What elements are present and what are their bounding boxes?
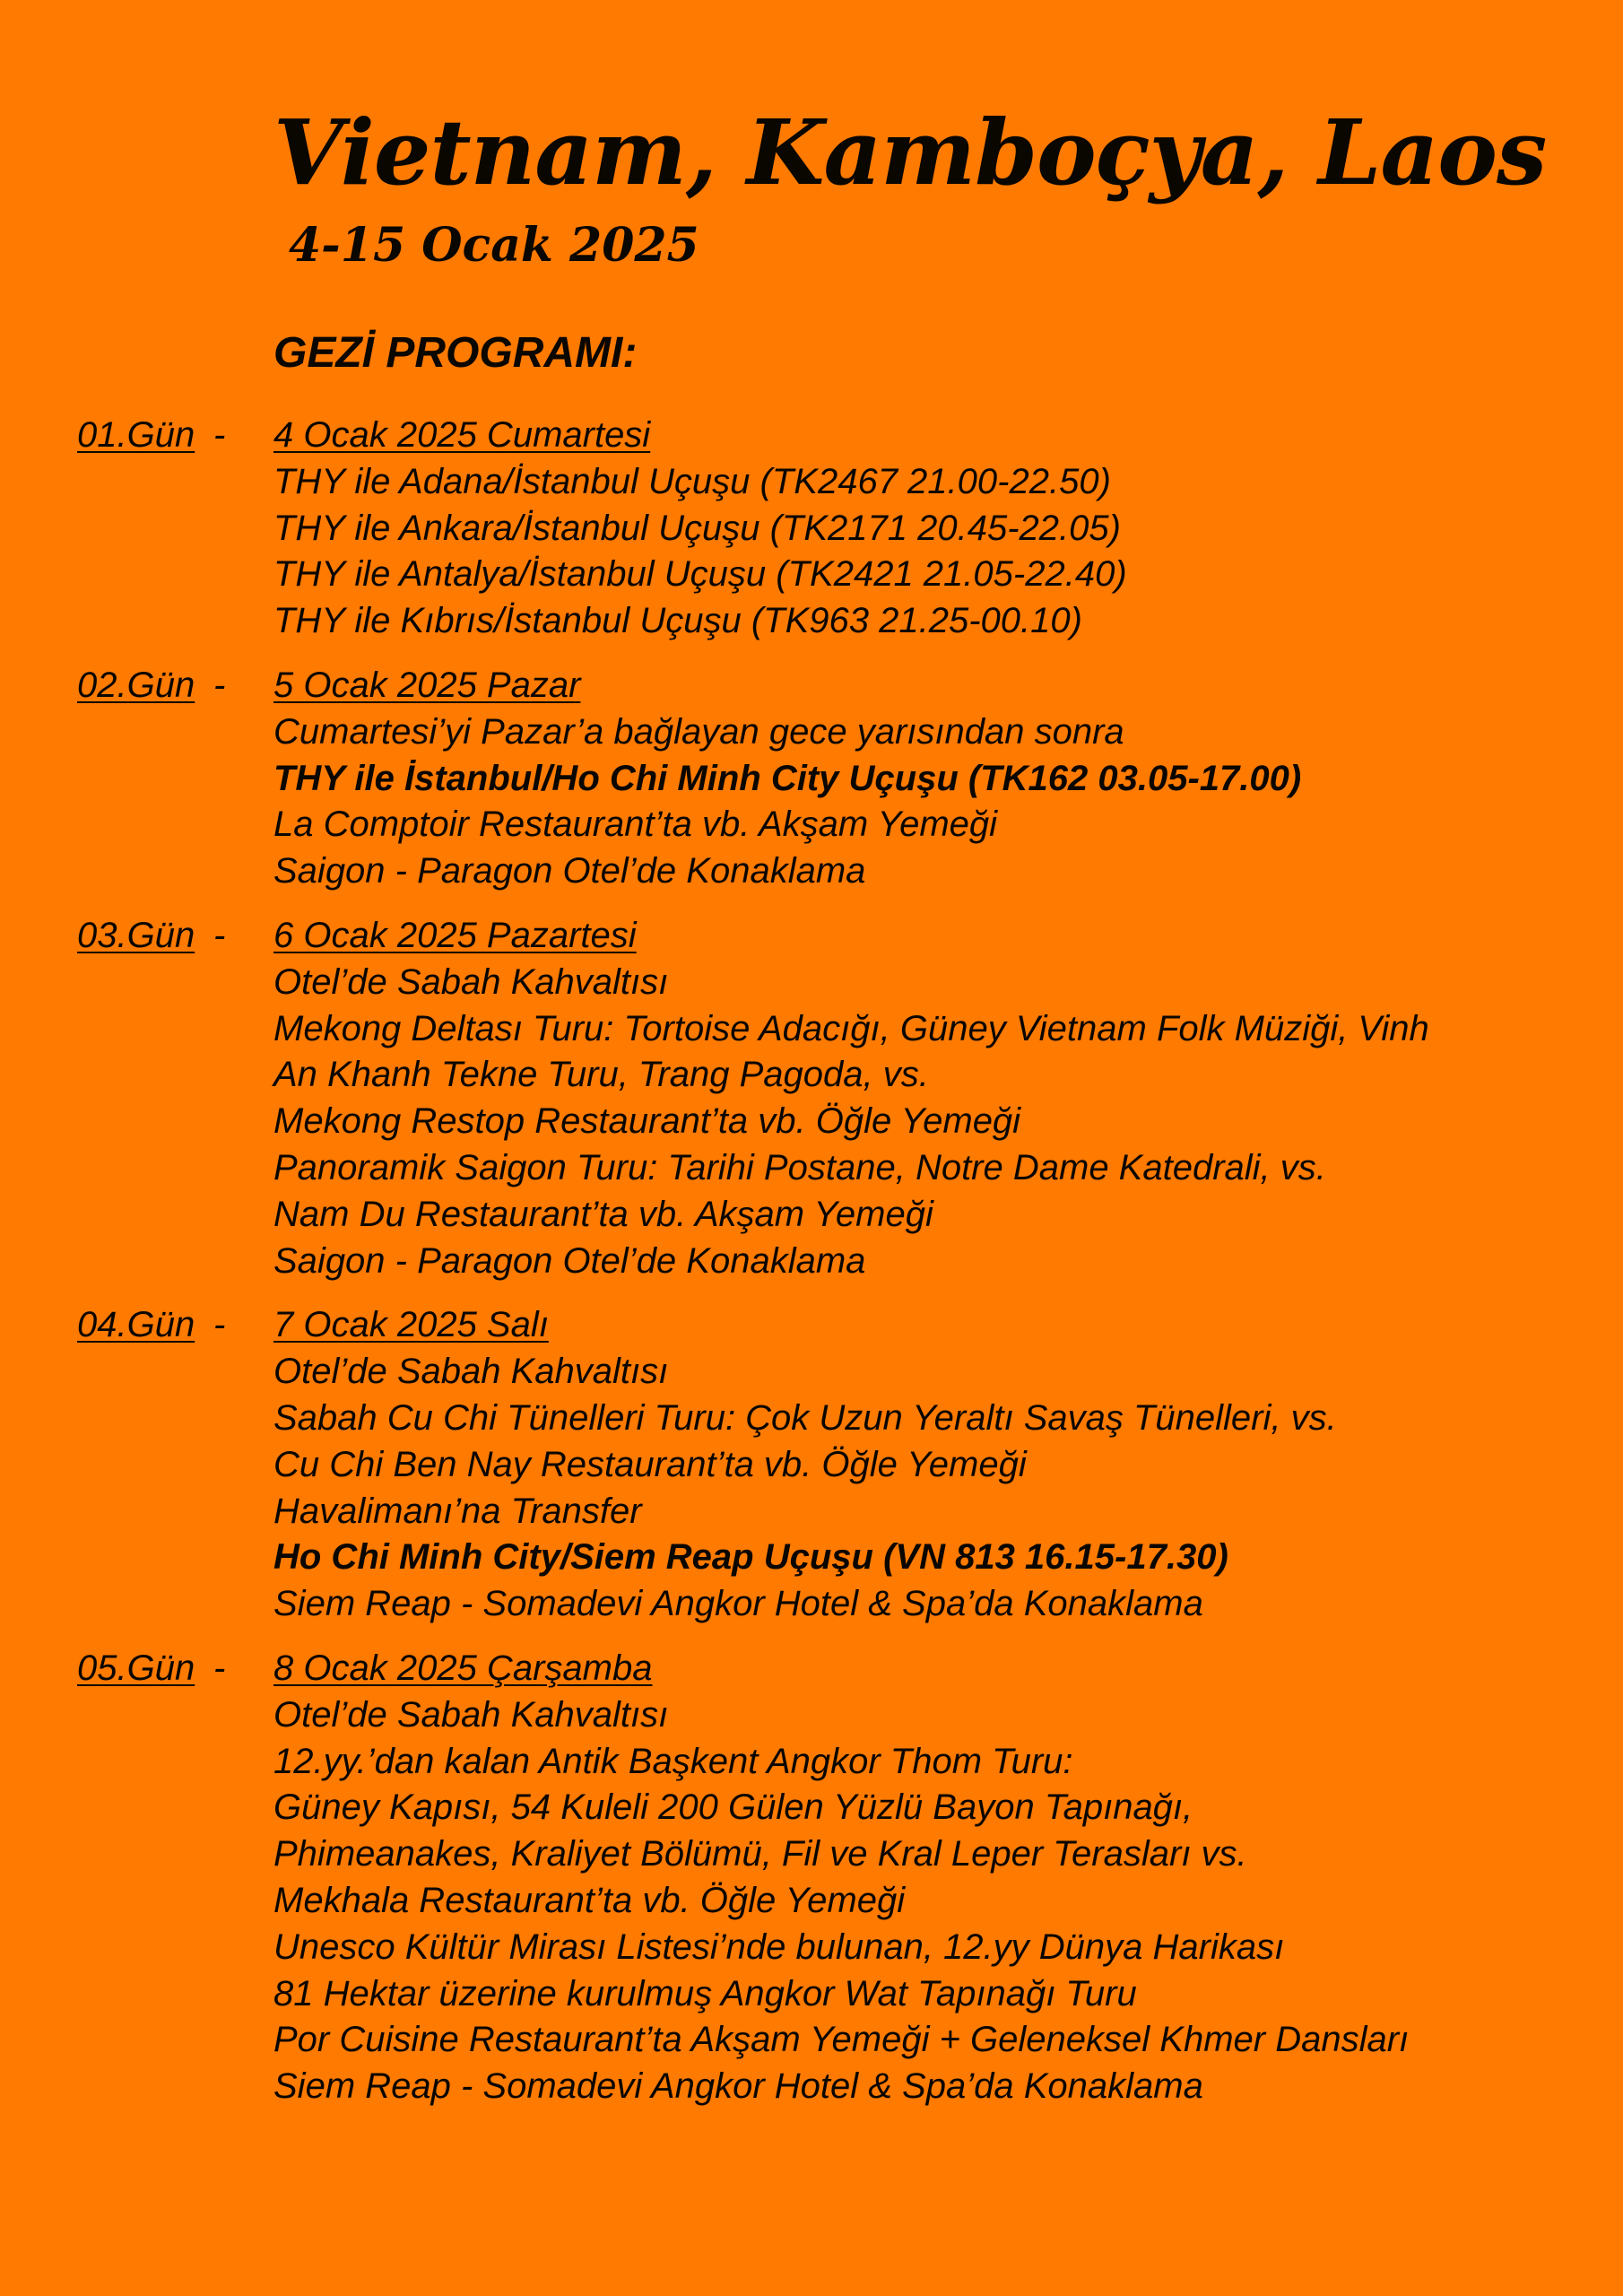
activity-line: Cumartesi’yi Pazar’a bağlayan gece yarısından sonra <box>273 711 1124 752</box>
itinerary-day <box>77 663 1601 895</box>
activity-line: THY ile Ankara/İstanbul Uçuşu (TK2171 20.45-22.05) <box>273 508 1121 548</box>
day-date: 5 Ocak 2025 Pazar <box>273 665 581 705</box>
day-header <box>77 413 1601 459</box>
day-header <box>77 663 1601 709</box>
day-separator: - <box>213 1305 226 1345</box>
activity-line: 12.yy.’dan kalan Antik Başkent Angkor Thom Turu: <box>273 1741 1073 1781</box>
document-title: Vietnam, Kamboçya, Laos <box>273 100 1547 205</box>
activity-line: THY ile Adana/İstanbul Uçuşu (TK2467 21.00-22.50) <box>273 461 1111 501</box>
trip-dates: 4-15 Ocak 2025 <box>289 218 699 273</box>
day-separator: - <box>213 915 226 955</box>
activity-line: Por Cuisine Restaurant’ta Akşam Yemeği + Geleneksel Khmer Dansları <box>273 2020 1410 2060</box>
day-separator: - <box>213 1648 226 1688</box>
activity-line: Saigon - Paragon Otel’de Konaklama <box>273 851 866 891</box>
program-heading: GEZİ PROGRAMI: <box>273 329 638 377</box>
activity-line: Nam Du Restaurant’ta vb. Akşam Yemeği <box>273 1194 933 1234</box>
activity-line: An Khanh Tekne Turu, Trang Pagoda, vs. <box>273 1055 929 1095</box>
activity-line: Phimeanakes, Kraliyet Bölümü, Fil ve Kral Leper Terasları vs. <box>273 1834 1247 1874</box>
activity-line: Güney Kapısı, 54 Kuleli 200 Gülen Yüzlü Bayon Tapınağı, <box>273 1787 1193 1828</box>
day-separator: - <box>213 415 226 455</box>
activity-line: Mekong Deltası Turu: Tortoise Adacığı, Güney Vietnam Folk Müziği, Vinh <box>273 1008 1429 1048</box>
activity-line: La Comptoir Restaurant’ta vb. Akşam Yemeği <box>273 804 998 845</box>
activity-line: THY ile Antalya/İstanbul Uçuşu (TK2421 21.05-22.40) <box>273 554 1127 595</box>
day-header <box>77 1646 1601 1692</box>
activity-line: Mekong Restop Restaurant’ta vb. Öğle Yemeği <box>273 1101 1021 1142</box>
day-number: 04.Gün <box>77 1305 195 1345</box>
day-separator: - <box>213 665 226 705</box>
activity-line: Otel’de Sabah Kahvaltısı <box>273 961 669 1002</box>
itinerary-day <box>77 913 1601 1284</box>
activity-line: THY ile Kıbrıs/İstanbul Uçuşu (TK963 21.25-00.10) <box>273 601 1082 641</box>
day-date: 8 Ocak 2025 Çarşamba <box>273 1648 653 1688</box>
activity-line: Mekhala Restaurant’ta vb. Öğle Yemeği <box>273 1880 906 1920</box>
day-date: 4 Ocak 2025 Cumartesi <box>273 415 651 455</box>
day-number: 02.Gün <box>77 665 195 705</box>
day-number: 05.Gün <box>77 1648 195 1688</box>
activity-line: 81 Hektar üzerine kurulmuş Angkor Wat Tapınağı Turu <box>273 1973 1137 2013</box>
activity-line: Otel’de Sabah Kahvaltısı <box>273 1694 669 1735</box>
itinerary-day <box>77 413 1601 645</box>
day-number: 01.Gün <box>77 415 195 455</box>
flight-line: Ho Chi Minh City/Siem Reap Uçuşu (VN 813 16.15-17.30) <box>273 1537 1228 1578</box>
activity-line: Panoramik Saigon Turu: Tarihi Postane, Notre Dame Katedrali, vs. <box>273 1147 1326 1187</box>
activity-line: Siem Reap - Somadevi Angkor Hotel & Spa’da Konaklama <box>273 2066 1203 2107</box>
activity-line: Saigon - Paragon Otel’de Konaklama <box>273 1240 866 1281</box>
day-date: 6 Ocak 2025 Pazartesi <box>273 915 637 955</box>
itinerary-day <box>77 1646 1601 2110</box>
activity-line: Cu Chi Ben Nay Restaurant’ta vb. Öğle Yemeği <box>273 1444 1027 1484</box>
day-header <box>77 913 1601 960</box>
activity-line: Sabah Cu Chi Tünelleri Turu: Çok Uzun Yeraltı Savaş Tünelleri, vs. <box>273 1397 1337 1438</box>
day-header <box>77 1302 1601 1349</box>
flight-line: THY ile İstanbul/Ho Chi Minh City Uçuşu (TK162 03.05-17.00) <box>273 758 1302 798</box>
activity-line: Unesco Kültür Mirası Listesi’nde bulunan, 12.yy Dünya Harikası <box>273 1926 1285 1967</box>
itinerary-day <box>77 1302 1601 1628</box>
day-number: 03.Gün <box>77 915 195 955</box>
itinerary <box>77 413 1601 2128</box>
activity-line: Havalimanı’na Transfer <box>273 1491 642 1531</box>
day-date: 7 Ocak 2025 Salı <box>273 1305 549 1345</box>
activity-line: Siem Reap - Somadevi Angkor Hotel & Spa’da Konaklama <box>273 1584 1203 1624</box>
activity-line: Otel’de Sabah Kahvaltısı <box>273 1352 669 1392</box>
